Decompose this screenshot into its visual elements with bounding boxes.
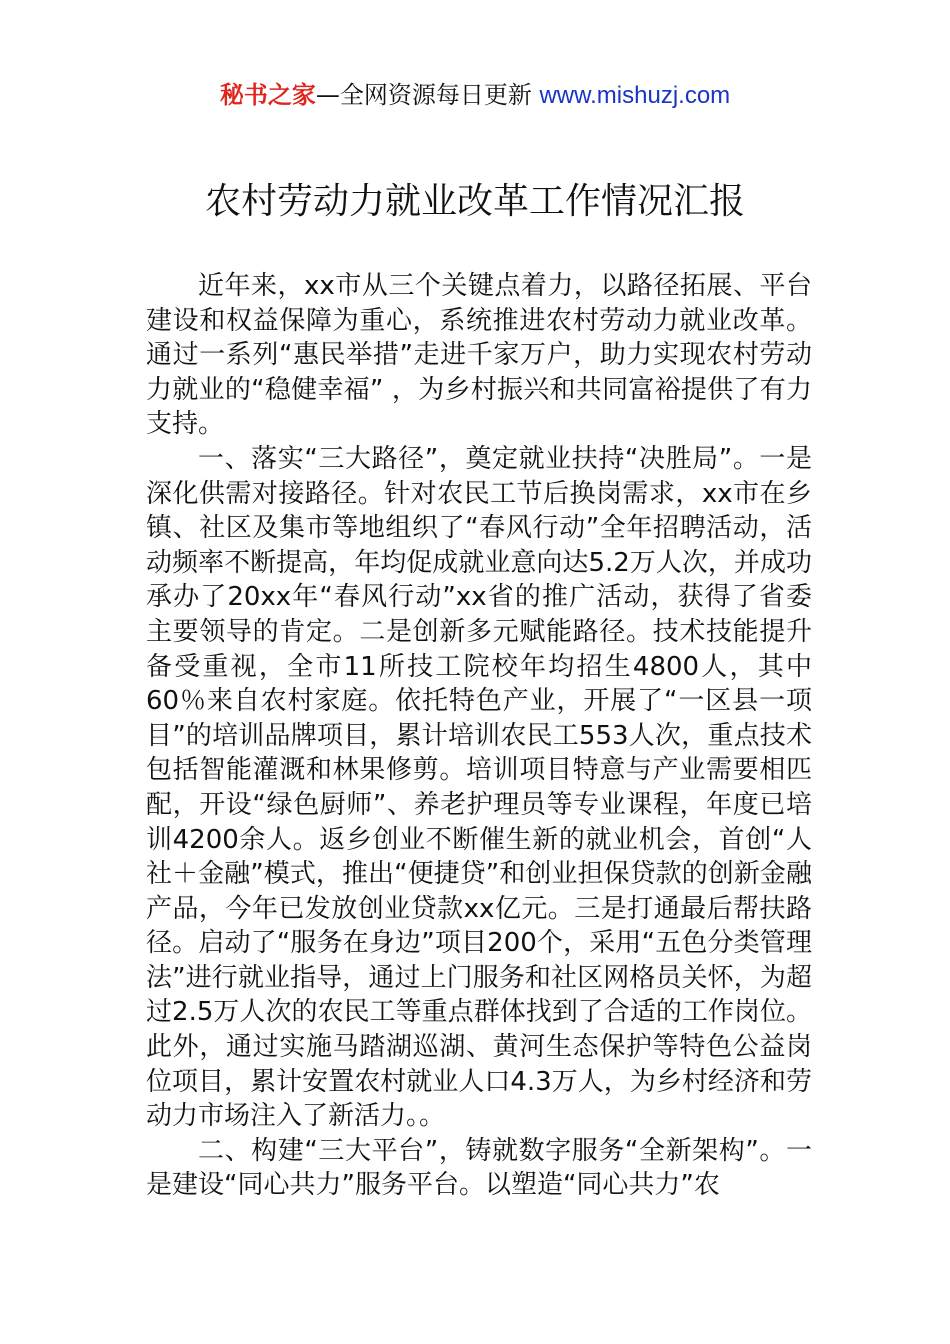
site-url-link[interactable]: www.mishuzj.com bbox=[539, 82, 731, 109]
paragraph-section-one: 一、落实“三大路径”，奠定就业扶持“决胜局”。一是深化供需对接路径。针对农民工节后换岗需求，xx市在乡镇、社区及集市等地组织了“春风行动”全年招聘活动，活动频率不断提高，年均促成就业意向达5.2万人次，并成功承办了20xx年“春风行动”xx省的推广活动，获得了省委主要领导的肯定。二是创新多元赋能路径。技术技能提升备受重视，全市11所技工院校年均招生4800人，其中60％来自农村家庭。依托特色产业，开展了“一区县一项目”的培训品牌项目，累计培训农民工553人次，重点技术包括智能灌溉和林果修剪。培训项目特意与产业需要相匹配，开设“绿色厨师”、养老护理员等专业课程，年度已培训4200余人。返乡创业不断催生新的就业机会，首创“人社＋金融”模式，推出“便捷贷”和创业担保贷款的创新金融产品，今年已发放创业贷款xx亿元。三是打通最后帮扶路径。启动了“服务在身边”项目200个，采用“五色分类管理法”进行就业指导，通过上门服务和社区网格员关怀，为超过2.5万人次的农民工等重点群体找到了合适的工作岗位。此外，通过实施马踏湖巡湖、黄河生态保护等特色公益岗位项目，累计安置农村就业人口4.3万人，为乡村经济和劳动力市场注入了新活力。。 bbox=[146, 443, 812, 1132]
document-body bbox=[146, 269, 812, 1203]
paragraph-section-two: 二、构建“三大平台”，铸就数字服务“全新架构”。一是建设“同心共力”服务平台。以塑造“同心共力”农 bbox=[146, 1135, 812, 1201]
site-slogan: —全网资源每日更新 bbox=[315, 81, 540, 109]
paragraph-intro: 近年来，xx市从三个关键点着力，以路径拓展、平台建设和权益保障为重心，系统推进农村劳动力就业改革。通过一系列“惠民举措”走进千家万户，助力实现农村劳动力就业的“稳健幸福” ，为乡村振兴和共同富裕提供了有力支持。 bbox=[146, 271, 812, 440]
document-title: 农村劳动力就业改革工作情况汇报 bbox=[204, 181, 745, 222]
site-header bbox=[0, 78, 950, 113]
site-brand: 秘书之家 bbox=[219, 81, 316, 109]
